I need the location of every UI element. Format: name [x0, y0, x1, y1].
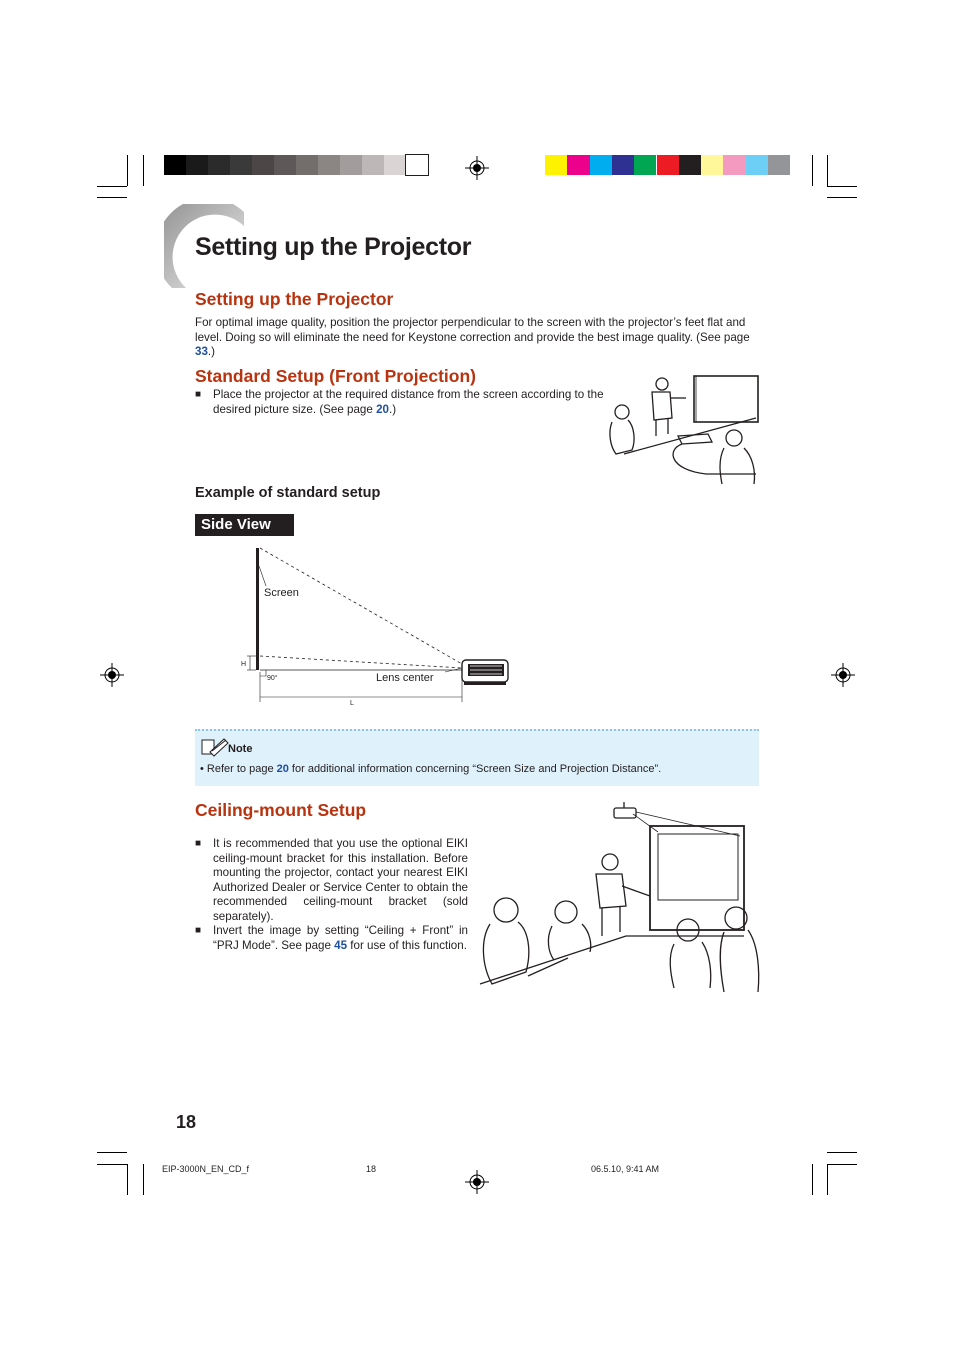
distance-label: L: [350, 700, 354, 707]
section-heading-setting-up: Setting up the Projector: [195, 289, 394, 309]
color-swatch: [296, 155, 318, 175]
registration-target-icon: [831, 663, 855, 687]
color-swatch: [406, 155, 428, 175]
color-swatch: [274, 155, 296, 175]
note-box: [195, 729, 759, 786]
page-link-33[interactable]: 33: [195, 345, 208, 358]
section-heading-ceiling-mount: Ceiling-mount Setup: [195, 800, 367, 820]
example-heading: Example of standard setup: [195, 485, 381, 501]
color-swatch: [362, 155, 384, 175]
color-swatch: [252, 155, 274, 175]
standard-setup-bullets: [195, 388, 615, 417]
color-swatch: [545, 155, 567, 175]
registration-target-icon: [465, 156, 489, 180]
section-body-setting-up: For optimal image quality, position the projector perpendicular to the screen with the projector’s feet flat and level. Doing so will eliminate the need for Keystone correction and provide the best image quality. (See page 33.): [195, 316, 750, 358]
screen-label: Screen: [264, 587, 299, 599]
ceiling-mount-illustration: [478, 800, 762, 996]
color-swatch: [208, 155, 230, 175]
section-heading-standard-setup: Standard Setup (Front Projection): [195, 366, 476, 386]
color-swatch: [634, 155, 656, 175]
color-swatch: [340, 155, 362, 175]
note-box-border: [195, 729, 759, 731]
side-view-diagram: [230, 540, 520, 710]
color-swatch: [567, 155, 589, 175]
registration-target-icon: [100, 663, 124, 687]
footer-timestamp: 06.5.10, 9:41 AM: [591, 1164, 660, 1174]
color-swatch: [657, 155, 679, 175]
footer-file-name: EIP-3000N_EN_CD_f: [162, 1164, 250, 1174]
color-swatch: [679, 155, 701, 175]
list-item: ■ Place the projector at the required distance from the screen according to the desired picture size. (See page 20.): [195, 388, 615, 417]
color-swatch: [164, 155, 186, 175]
note-label: Note: [228, 743, 253, 755]
page-link-45[interactable]: 45: [334, 938, 348, 952]
color-swatch: [768, 155, 790, 175]
angle-label: 90°: [267, 675, 278, 682]
page-number: 18: [176, 1112, 197, 1132]
side-view-label: Side View: [195, 514, 294, 536]
page-link-20-note[interactable]: 20: [276, 763, 289, 775]
color-swatch: [186, 155, 208, 175]
list-item: ■ It is recommended that you use the optional EIKI ceiling-mount bracket for this installation. Before mounting the projector, contact your nearest EIKI Authorized Dealer or Service Center to obtain the recommended ceiling-mount bracket (sold separately).: [195, 837, 468, 924]
page-title: Setting up the Projector: [195, 233, 472, 261]
page-link-20[interactable]: 20: [376, 402, 389, 416]
ceiling-mount-bullets: [195, 837, 468, 953]
footer-page: 18: [366, 1164, 377, 1174]
list-item: ■ Invert the image by setting “Ceiling + Front” in “PRJ Mode”. See page 45 for use of this function.: [195, 924, 468, 953]
color-swatch: [723, 155, 745, 175]
color-swatch: [230, 155, 252, 175]
note-pencil-icon: [200, 737, 230, 757]
front-projection-illustration: [606, 370, 762, 486]
color-swatch: [590, 155, 612, 175]
color-swatch: [701, 155, 723, 175]
color-swatch: [612, 155, 634, 175]
height-label: H: [241, 661, 247, 668]
lens-center-label: Lens center: [376, 672, 434, 684]
color-swatch: [384, 155, 406, 175]
note-text: • Refer to page 20 for additional information concerning “Screen Size and Projection Distance”.: [200, 763, 662, 775]
color-swatch: [746, 155, 768, 175]
color-swatch: [318, 155, 340, 175]
registration-target-icon: [465, 1170, 489, 1194]
